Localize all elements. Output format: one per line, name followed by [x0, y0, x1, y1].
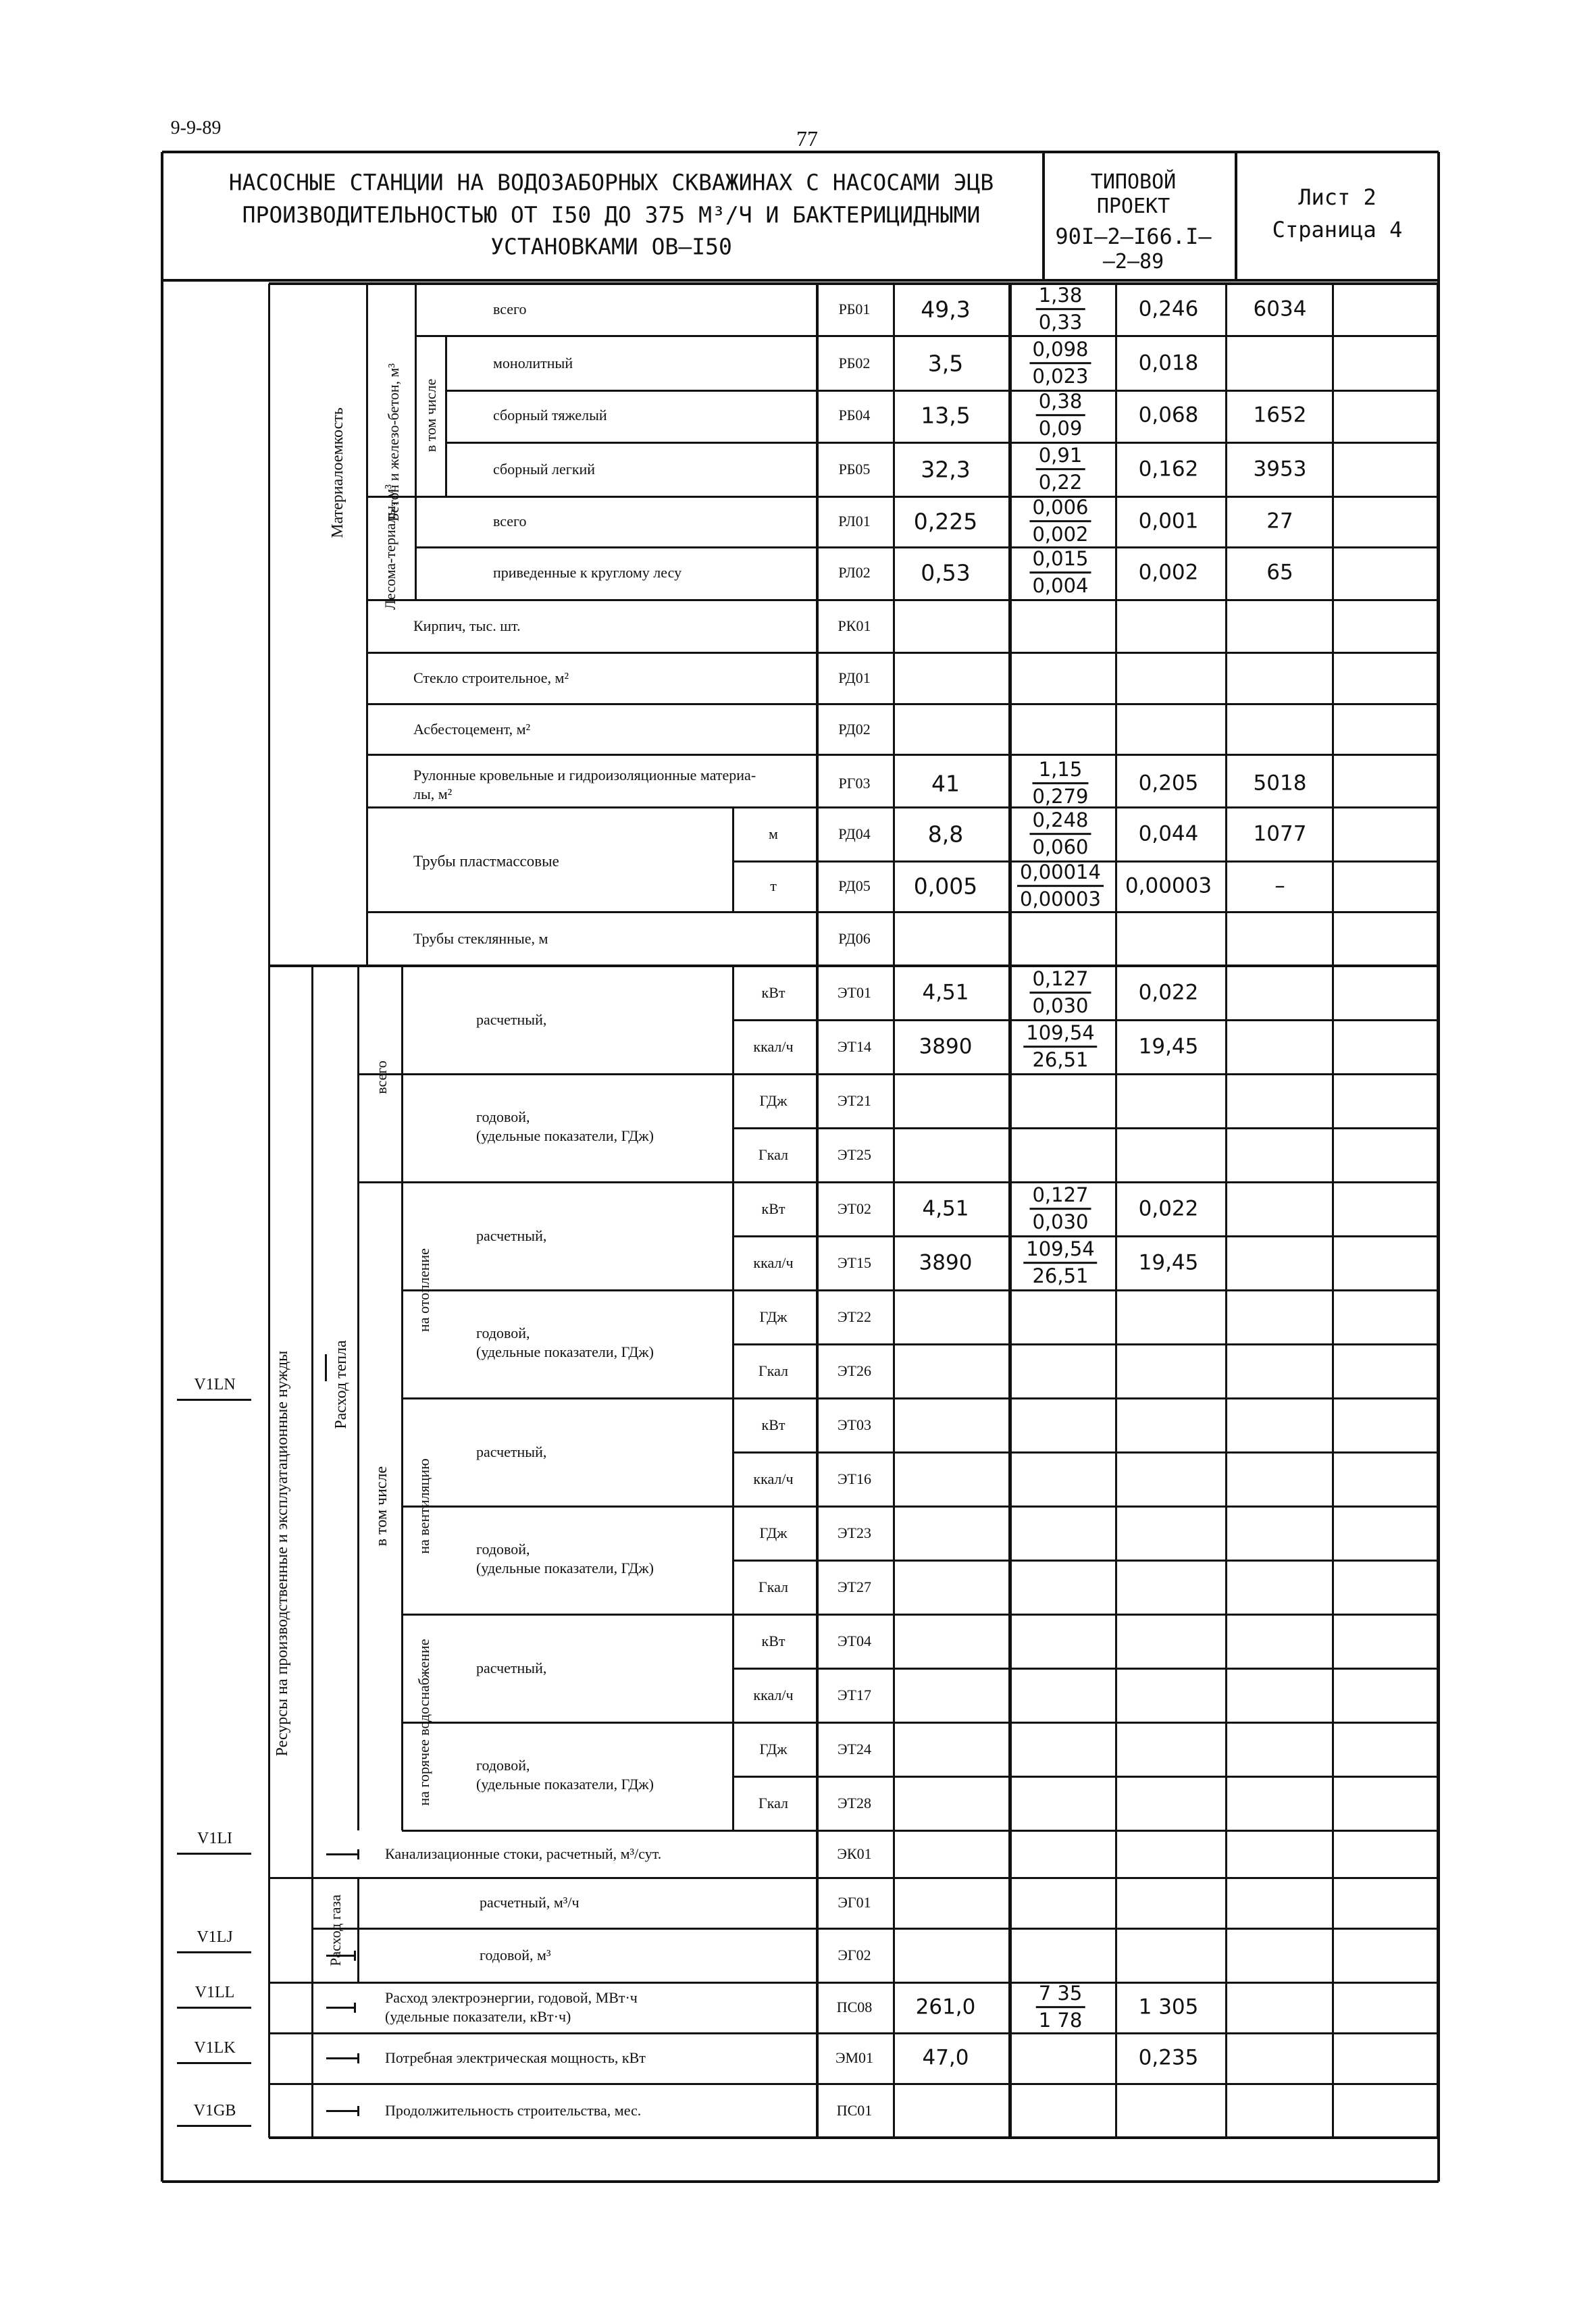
fraction-numerator: 109,54 [1023, 1238, 1097, 1264]
fraction-numerator: 0,098 [1029, 338, 1091, 364]
row-label: Трубы пластмассовые [413, 852, 559, 870]
col-v5-right [1437, 284, 1439, 966]
value-col-3: 0,044 [1138, 821, 1199, 846]
fraction-denominator: 0,002 [1032, 523, 1089, 546]
block-mid-line [402, 1289, 1437, 1291]
row-line [269, 2083, 1437, 2085]
row-line [446, 442, 1439, 444]
col-v4-right [1332, 284, 1334, 2138]
heat-unit: Гкал [758, 1795, 789, 1811]
heat-unit: ккал/ч [753, 1254, 794, 1271]
value-col-3: 0,002 [1138, 560, 1199, 585]
row-line [733, 1127, 1437, 1129]
row-line [733, 1019, 1437, 1021]
beton-vtom-label: в том числе [422, 378, 439, 453]
heat-code: ЭТ03 [838, 1416, 871, 1433]
heat-code: ЭТ26 [838, 1362, 871, 1379]
value-col-4: 3953 [1253, 457, 1307, 482]
value-col-4: 1652 [1253, 403, 1307, 428]
col-v1-right [1008, 284, 1012, 2138]
frame-left-border [161, 152, 163, 2182]
lesomaterialy-label: Лесома-териалы, м³ [382, 484, 398, 610]
value-col-4: 27 [1266, 509, 1293, 534]
row-code: РБ05 [838, 461, 871, 478]
heat-code: ЭТ24 [838, 1741, 871, 1757]
value-col-2-fraction [1036, 284, 1085, 334]
fraction-denominator: 26,51 [1032, 1048, 1089, 1072]
gas2-code: ЭГ02 [838, 1947, 871, 1963]
heat-annual-note: (удельные показатели, ГДж) [476, 1343, 654, 1360]
value-col-1: 49,3 [921, 296, 971, 323]
heat-calc-label: расчетный, [476, 1227, 547, 1244]
row-label: сборный легкий [493, 461, 596, 478]
row-line [367, 911, 1439, 913]
grid-bottom [269, 2136, 1437, 2139]
row-code: РБ02 [838, 355, 871, 371]
heat-annual-label: годовой, [476, 1325, 530, 1341]
heat-unit: ГДж [759, 1308, 788, 1325]
fraction-numerator: 0,248 [1029, 809, 1091, 835]
heat-code: ЭТ14 [838, 1038, 871, 1055]
side-code-underline [177, 2125, 251, 2127]
gas-group-right [357, 1878, 359, 1982]
row-label: лы, м² [413, 786, 453, 802]
project-line-4: –2–89 [1102, 250, 1164, 274]
value-col-2-fraction [1036, 444, 1085, 494]
title-line-1: НАСОСНЫЕ СТАНЦИИ НА ВОДОЗАБОРНЫХ СКВАЖИНАХ С НАСОСАМИ ЭЦВ [228, 169, 994, 196]
arrow-power [326, 2057, 358, 2059]
gas2-label: годовой, м³ [480, 1947, 551, 1963]
heat-calc-label: расчетный, [476, 1443, 547, 1460]
row-line [733, 1343, 1437, 1345]
value-col-3: 0,022 [1138, 980, 1199, 1005]
row-label: монолитный [493, 355, 573, 371]
frame-bottom-border [162, 2180, 1439, 2183]
fraction-numerator: 109,54 [1023, 1022, 1097, 1048]
value-col-1: 0,225 [913, 508, 978, 535]
value-col-2-fraction [1029, 338, 1091, 388]
pipe-unit-left [732, 807, 734, 912]
title-line-2: ПРОИЗВОДИТЕЛЬНОСТЬЮ ОТ I50 ДО 375 М³/Ч И БАКТЕРИЦИДНЫМИ [242, 201, 981, 228]
heat-unit: кВт [761, 984, 786, 1001]
rashod-gaza-label: Расход газа [327, 1895, 344, 1966]
row-code: РД02 [838, 721, 871, 738]
row-label: Кирпич, тыс. шт. [413, 617, 521, 634]
sheet-label: Лист 2 [1298, 184, 1376, 210]
dur-code: ПС01 [836, 2102, 873, 2119]
heat-code: ЭТ22 [838, 1308, 871, 1325]
value-col-3: 0,022 [1138, 1196, 1199, 1221]
row-label: всего [493, 301, 527, 317]
row-label: Асбестоцемент, м² [413, 721, 531, 738]
heat-unit: ГДж [759, 1092, 788, 1109]
heat-unit: ГДж [759, 1741, 788, 1757]
elec-note: (удельные показатели, кВт·ч) [385, 2008, 571, 2025]
heat-unit: Гкал [758, 1578, 789, 1595]
otoplenie-label: на отопление [415, 1248, 432, 1332]
value-col-3: 1 305 [1138, 1995, 1199, 2020]
heat-code: ЭТ15 [838, 1254, 871, 1271]
value-col-1: 4,51 [922, 1196, 969, 1221]
row-line [312, 1928, 1437, 1930]
row-line [269, 1982, 1437, 1984]
page-number: 77 [796, 126, 818, 151]
row-code: РГ03 [838, 775, 871, 792]
dur-label: Продолжительность строительства, мес. [385, 2102, 642, 2119]
row-code: РБ04 [838, 407, 871, 423]
row-code: РК01 [838, 617, 871, 634]
value-col-3: 0,068 [1138, 403, 1199, 428]
heat-unit: Гкал [758, 1362, 789, 1379]
value-col-1: 3890 [919, 1034, 973, 1059]
row-label: всего [493, 513, 527, 530]
gas1-code: ЭГ01 [838, 1894, 871, 1911]
side-code-underline [177, 1951, 251, 1953]
row-line [733, 1235, 1437, 1237]
col-v5-right [1437, 966, 1439, 1830]
gor-vodosnab-label: на горячее водоснабжение [415, 1639, 432, 1806]
heat-tick [325, 1354, 327, 1381]
value-col-3: 0,00003 [1125, 873, 1212, 898]
value-col-2-fraction [1029, 548, 1091, 598]
heat-vsego-label: всего [373, 1060, 390, 1094]
value-col-3: 0,001 [1138, 509, 1199, 534]
heat-code: ЭТ28 [838, 1795, 871, 1811]
row-code: РБ01 [838, 301, 871, 317]
col-v2-right [1115, 284, 1117, 2138]
arrow-kanal [326, 1853, 358, 1855]
row-label: приведенные к круглому лесу [493, 564, 682, 581]
unit-label: т [770, 877, 777, 894]
material-group-left [268, 284, 270, 966]
fraction-denominator: 0,030 [1032, 1210, 1089, 1234]
value-col-4: 6034 [1253, 297, 1307, 322]
block-mid-line [358, 1073, 1437, 1075]
bottom-left-rule [311, 1830, 313, 2138]
heat-code: ЭТ04 [838, 1632, 871, 1649]
value-col-2-fraction [1023, 1022, 1097, 1072]
value-col-1: 47,0 [922, 2045, 969, 2070]
value-col-3: 0,235 [1138, 2045, 1199, 2070]
heat-vtom-label: в том числе [373, 1466, 390, 1547]
header-divider-2 [1235, 152, 1237, 280]
value-col-1: 41 [931, 770, 960, 797]
power-label: Потребная электрическая мощность, кВт [385, 2049, 646, 2066]
fraction-denominator: 0,030 [1032, 994, 1089, 1018]
row-line [312, 965, 1437, 967]
row-line [367, 806, 1439, 808]
project-line-1: ТИПОВОЙ [1090, 170, 1177, 194]
row-line [367, 496, 1439, 498]
row-line [269, 1877, 1437, 1879]
fraction-denominator: 0,060 [1032, 835, 1089, 859]
title-line-3: УСТАНОВКАМИ ОВ–I50 [490, 233, 732, 260]
row-label: Трубы стеклянные, м [413, 930, 548, 947]
grid-top [269, 282, 1439, 285]
material-subgroup-left [366, 284, 368, 966]
beton-label-right [415, 284, 417, 600]
heat-code: ЭТ16 [838, 1470, 871, 1487]
row-line [269, 2032, 1437, 2034]
fraction-numerator: 0,91 [1036, 444, 1085, 470]
heat-code: ЭТ17 [838, 1687, 871, 1703]
value-col-4: 1077 [1253, 821, 1307, 846]
side-code: V1LN [194, 1376, 236, 1393]
header-bottom-border [162, 279, 1439, 282]
fraction-denominator: 1 78 [1038, 2009, 1083, 2032]
power-code: ЭМ01 [835, 2049, 874, 2066]
value-col-3: 0,246 [1138, 297, 1199, 322]
row-line [367, 652, 1439, 654]
block-line [358, 1181, 1437, 1183]
heat-calc-label: расчетный, [476, 1660, 547, 1676]
row-line [446, 390, 1439, 392]
heat-annual-label: годовой, [476, 1541, 530, 1558]
fraction-numerator: 7 35 [1036, 1982, 1085, 2008]
fraction-denominator: 0,00003 [1020, 888, 1101, 911]
fraction-denominator: 0,09 [1038, 417, 1083, 440]
heat-calc-label: расчетный, [476, 1011, 547, 1028]
row-line [733, 1668, 1437, 1670]
ventilyaciya-label: на вентиляцию [415, 1458, 432, 1554]
fraction-numerator: 1,38 [1036, 284, 1085, 310]
heat-unit: кВт [761, 1200, 786, 1217]
row-code: РЛ01 [838, 513, 871, 530]
side-code-underline [177, 1853, 251, 1855]
heat-unit: ГДж [759, 1524, 788, 1541]
row-code: РД01 [838, 669, 871, 686]
beton-group-label: Бетон и железо-бетон, м³ [385, 363, 402, 522]
fraction-denominator: 0,023 [1032, 365, 1089, 388]
col-code-right [893, 284, 895, 2138]
fraction-denominator: 0,33 [1038, 311, 1083, 334]
value-col-2-fraction [1029, 496, 1091, 546]
heat-unit: ккал/ч [753, 1687, 794, 1703]
col-v5-right [1437, 1830, 1439, 2138]
value-col-1: 261,0 [915, 1995, 976, 2020]
value-col-4: – [1275, 873, 1285, 898]
heat-unit: ккал/ч [753, 1038, 794, 1055]
value-col-3: 0,018 [1138, 351, 1199, 376]
heat-unit: кВт [761, 1416, 786, 1433]
value-col-1: 3890 [919, 1250, 973, 1275]
block-line [402, 1397, 1437, 1399]
arrow-elec [326, 2007, 355, 2009]
fraction-denominator: 0,22 [1038, 471, 1083, 494]
fraction-denominator: 0,004 [1032, 574, 1089, 598]
value-col-1: 0,53 [921, 559, 971, 586]
heat-annual-note: (удельные показатели, ГДж) [476, 1776, 654, 1793]
value-col-4: 65 [1266, 560, 1293, 585]
fraction-denominator: 26,51 [1032, 1264, 1089, 1288]
row-code: РЛ02 [838, 564, 871, 581]
heat-annual-label: годовой, [476, 1757, 530, 1774]
header-top-border [162, 151, 1439, 153]
value-col-3: 0,162 [1138, 457, 1199, 482]
arrow-dur [326, 2110, 358, 2112]
block-mid-line [402, 1722, 1437, 1724]
value-col-3: 19,45 [1138, 1250, 1199, 1275]
material-group-label: Материалоемкость [329, 407, 346, 538]
row-code: РД06 [838, 930, 871, 947]
block-mid-line [402, 1506, 1437, 1508]
heat-code: ЭТ23 [838, 1524, 871, 1541]
page-label: Страница 4 [1272, 217, 1403, 242]
block-line [402, 1830, 1437, 1832]
heat-code: ЭТ25 [838, 1146, 871, 1163]
value-col-2-fraction [1023, 1238, 1097, 1288]
row-line [367, 703, 1439, 705]
row-label: Рулонные кровельные и гидроизоляционные материа- [413, 767, 756, 783]
beton-vtom-right [445, 336, 447, 496]
heat-annual-note: (удельные показатели, ГДж) [476, 1560, 654, 1576]
row-code: РД04 [838, 825, 871, 842]
value-col-2-fraction [1017, 861, 1104, 911]
fraction-denominator: 0,279 [1032, 785, 1089, 808]
value-col-2-fraction [1036, 1982, 1085, 2032]
heat-unit: Гкал [758, 1146, 789, 1163]
kanal-code: ЭК01 [837, 1845, 872, 1862]
side-code: V1LJ [197, 1928, 233, 1946]
fraction-numerator: 0,00014 [1017, 861, 1104, 887]
side-code-underline [177, 2062, 251, 2064]
row-code: РД05 [838, 877, 871, 894]
project-line-3: 90I–2–I66.I– [1055, 224, 1212, 249]
value-col-4: 5018 [1253, 771, 1307, 796]
project-line-2: ПРОЕКТ [1096, 195, 1170, 218]
row-label: сборный тяжелый [493, 407, 607, 423]
date-label: 9-9-89 [170, 118, 222, 138]
gas1-label: расчетный, м³/ч [480, 1894, 580, 1911]
heat-code: ЭТ27 [838, 1578, 871, 1595]
heat-code: ЭТ21 [838, 1092, 871, 1109]
fraction-numerator: 0,015 [1029, 548, 1091, 573]
fraction-numerator: 0,006 [1029, 496, 1091, 522]
row-line [733, 1776, 1437, 1778]
side-code: V1GB [193, 2102, 236, 2119]
row-line [415, 546, 1439, 548]
elec-code: ПС08 [836, 1999, 873, 2015]
row-line [415, 335, 1439, 337]
unit-label: м [769, 825, 778, 842]
fraction-numerator: 0,38 [1036, 390, 1085, 416]
value-col-1: 4,51 [922, 980, 969, 1005]
col-code-left [816, 284, 819, 2138]
kanal-label: Канализационные стоки, расчетный, м³/сут. [385, 1845, 662, 1862]
side-code: V1LL [195, 1984, 235, 2001]
value-col-1: 3,5 [927, 350, 964, 377]
side-code-underline [177, 1399, 251, 1401]
value-col-2-fraction [1029, 968, 1091, 1018]
value-col-2-fraction [1029, 1184, 1091, 1234]
side-code-underline [177, 2007, 251, 2009]
value-col-2-fraction [1029, 809, 1091, 859]
value-col-2-fraction [1032, 759, 1088, 808]
heat-code: ЭТ02 [838, 1200, 871, 1217]
value-col-3: 19,45 [1138, 1034, 1199, 1059]
value-col-1: 13,5 [921, 402, 971, 429]
value-col-1: 0,005 [913, 873, 978, 900]
heat-annual-note: (удельные показатели, ГДж) [476, 1127, 654, 1144]
heat-unit: ккал/ч [753, 1470, 794, 1487]
resource-group-left [268, 966, 270, 2138]
heat-group-left [311, 966, 313, 1830]
value-col-2-fraction [1036, 390, 1085, 440]
block-line [402, 1614, 1437, 1616]
resursy-group-label: Ресурсы на производственные и эксплуатационные нужды [274, 1350, 291, 1757]
row-line [367, 754, 1439, 756]
value-col-3: 0,205 [1138, 771, 1199, 796]
heat-code: ЭТ01 [838, 984, 871, 1001]
fraction-numerator: 0,127 [1029, 1184, 1091, 1210]
side-code: V1LI [197, 1830, 232, 1847]
fraction-numerator: 0,127 [1029, 968, 1091, 994]
rashod-tepla-label: Расход тепла [332, 1340, 350, 1429]
row-label: Стекло строительное, м² [413, 669, 569, 686]
row-line [733, 1451, 1437, 1454]
fraction-numerator: 1,15 [1032, 759, 1088, 784]
heat-unit: кВт [761, 1632, 786, 1649]
header-divider-1 [1042, 152, 1045, 280]
row-line [733, 1560, 1437, 1562]
elec-label: Расход электроэнергии, годовой, МВт·ч [385, 1989, 638, 2006]
col-v3-right [1225, 284, 1227, 2138]
value-col-1: 8,8 [927, 821, 964, 848]
value-col-1: 32,3 [921, 456, 971, 483]
row-line [367, 599, 1439, 601]
side-code: V1LK [194, 2039, 236, 2057]
heat-vtom-left [357, 1182, 359, 1830]
heat-annual-label: годовой, [476, 1108, 530, 1125]
